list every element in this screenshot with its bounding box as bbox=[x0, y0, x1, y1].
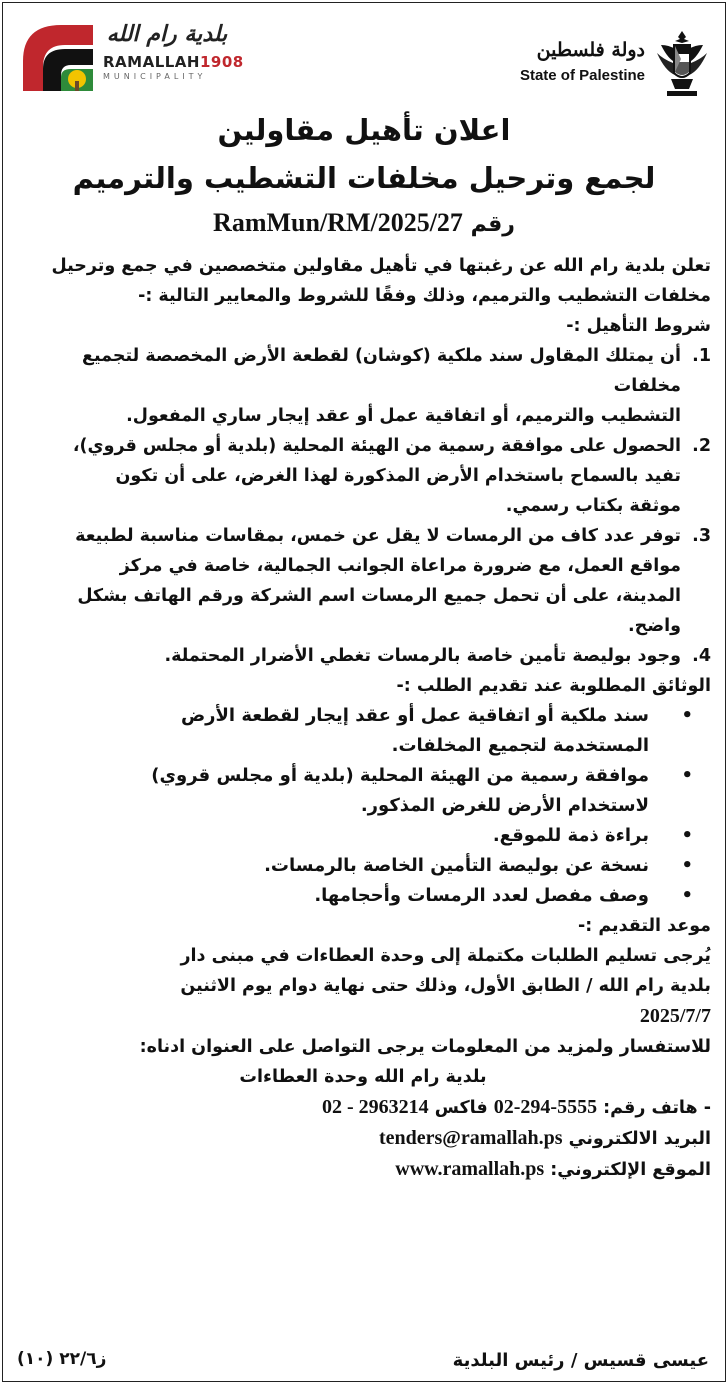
deadline-heading: موعد التقديم :- bbox=[577, 916, 711, 936]
document-item bbox=[15, 761, 711, 821]
fax-number: 02 - 2963214 bbox=[321, 1096, 429, 1118]
item-number: 1. bbox=[692, 346, 711, 366]
bullet-icon: • bbox=[681, 705, 693, 726]
state-texts bbox=[520, 39, 645, 84]
bullet-icon: • bbox=[681, 825, 693, 846]
document-item bbox=[15, 881, 711, 911]
announcement-page bbox=[2, 2, 726, 1382]
state-arabic-name: دولة فلسطين bbox=[536, 39, 645, 61]
item-line: التشطيب والترميم، أو اتفاقية عمل أو عقد إيجار ساري المفعول. bbox=[126, 406, 681, 426]
state-of-palestine-logo bbox=[501, 27, 711, 107]
bullet-icon: • bbox=[681, 885, 693, 906]
email-link[interactable]: tenders@ramallah.ps bbox=[378, 1127, 563, 1149]
document-line: نسخة عن بوليصة التأمين الخاصة بالرمسات. bbox=[264, 855, 649, 876]
item-line: أن يمتلك المقاول سند ملكية (كوشان) لقطعة الأرض المخصصة لتجميع مخلفات bbox=[82, 346, 681, 396]
item-number: 4. bbox=[692, 646, 711, 666]
phone-label: - هاتف رقم: bbox=[603, 1098, 711, 1118]
intro-line-2: مخلفات التشطيب والترميم، وذلك وفقًا للشروط والمعايير التالية :- bbox=[138, 286, 711, 306]
state-english-name: State of Palestine bbox=[519, 67, 645, 84]
document-item bbox=[15, 821, 711, 851]
signature: عيسى قسيس / رئيس البلدية bbox=[452, 1350, 709, 1371]
ramallah-municipality-logo bbox=[21, 21, 244, 101]
announcement-body bbox=[15, 251, 711, 1185]
item-line: الحصول على موافقة رسمية من الهيئة المحلية (بلدية أو مجلس قروي)، bbox=[72, 436, 681, 456]
qualification-item bbox=[15, 431, 711, 521]
bullet-icon: • bbox=[681, 855, 693, 876]
deadline-date-value: 2025/7/7 bbox=[639, 1005, 711, 1027]
contact-unit: بلدية رام الله وحدة العطاءات bbox=[239, 1067, 487, 1087]
document-item bbox=[15, 701, 711, 761]
document-line: موافقة رسمية من الهيئة المحلية (بلدية أو مجلس قروي) bbox=[151, 765, 649, 786]
publication-code: ز٢٢/٦ (١٠) bbox=[17, 1349, 107, 1369]
item-line: تفيد بالسماح باستخدام الأرض المذكورة لهذا الغرض، على أن تكون bbox=[115, 466, 681, 486]
deadline-line-1: يُرجى تسليم الطلبات مكتملة إلى وحدة العطاءات في مبنى دار bbox=[180, 946, 711, 966]
ramallah-name bbox=[103, 53, 244, 71]
ramallah-subtitle: MUNICIPALITY bbox=[103, 72, 207, 81]
header bbox=[13, 13, 715, 113]
qualification-item bbox=[15, 641, 711, 671]
document-item bbox=[15, 851, 711, 881]
documents-heading: الوثائق المطلوبة عند تقديم الطلب :- bbox=[396, 676, 711, 696]
contact-intro: للاستفسار ولمزيد من المعلومات يرجى التواصل على العنوان ادناه: bbox=[139, 1037, 711, 1057]
item-line: توفر عدد كاف من الرمسات لا يقل عن خمس، بمقاسات مناسبة لطبيعة bbox=[75, 526, 681, 546]
qualification-item bbox=[15, 521, 711, 641]
phone-number: 02-294-5555 bbox=[493, 1096, 598, 1118]
document-line: وصف مفصل لعدد الرمسات وأحجامها. bbox=[314, 885, 649, 906]
ramallah-logo-texts bbox=[103, 21, 244, 93]
ramallah-emblem-icon bbox=[21, 21, 95, 93]
item-line: مواقع العمل، مع ضرورة مراعاة الجوانب الجمالية، خاصة في مركز bbox=[119, 556, 681, 576]
item-number: 2. bbox=[692, 436, 711, 456]
document-line: سند ملكية أو اتفاقية عمل أو عقد إيجار لقطعة الأرض bbox=[180, 705, 649, 726]
ramallah-arabic-wordmark: بلدية رام الله bbox=[106, 21, 228, 47]
documents-list bbox=[15, 701, 711, 911]
intro-line-1: تعلن بلدية رام الله عن رغبتها في تأهيل مقاولين متخصصين في جمع وترحيل bbox=[51, 256, 711, 276]
qualification-list bbox=[15, 341, 711, 671]
qualification-item bbox=[15, 341, 711, 431]
contact-site-line bbox=[15, 1154, 711, 1185]
ramallah-year: 1908 bbox=[199, 53, 244, 71]
website-link[interactable]: www.ramallah.ps bbox=[395, 1158, 545, 1180]
deadline-line-2: بلدية رام الله / الطابق الأول، وذلك حتى نهاية دوام يوم الاثنين bbox=[180, 976, 711, 996]
qualification-heading: شروط التأهيل :- bbox=[566, 316, 711, 336]
bullet-icon: • bbox=[681, 765, 693, 786]
document-line: براءة ذمة للموقع. bbox=[492, 825, 649, 846]
reference-line bbox=[3, 208, 725, 238]
deadline-date bbox=[15, 1001, 711, 1032]
item-line: وجود بوليصة تأمين خاصة بالرمسات تغطي الأضرار المحتملة. bbox=[164, 646, 681, 666]
email-label: البريد الالكتروني bbox=[568, 1129, 711, 1149]
document-line: لاستخدام الأرض للغرض المذكور. bbox=[360, 795, 649, 816]
reference-label: رقم bbox=[470, 212, 515, 237]
contact-phone-line bbox=[15, 1092, 711, 1123]
contact-email-line bbox=[15, 1123, 711, 1154]
palestine-eagle-icon bbox=[653, 27, 711, 99]
fax-label: فاكس bbox=[434, 1098, 488, 1118]
item-line: موثقة بكتاب رسمي. bbox=[505, 496, 681, 516]
item-line: المدينة، على أن تحمل جميع الرمسات اسم الشركة ورقم الهاتف بشكل bbox=[77, 586, 681, 606]
ramallah-name-text: RAMALLAH bbox=[103, 53, 200, 71]
announcement-subtitle: لجمع وترحيل مخلفات التشطيب والترميم bbox=[72, 161, 656, 195]
announcement-title: اعلان تأهيل مقاولين bbox=[217, 113, 511, 147]
site-label: الموقع الإلكتروني: bbox=[550, 1160, 711, 1180]
item-line: واضح. bbox=[627, 616, 681, 636]
reference-number: RamMun/RM/2025/27 bbox=[213, 208, 463, 237]
document-line: المستخدمة لتجميع المخلفات. bbox=[391, 735, 649, 756]
item-number: 3. bbox=[692, 526, 711, 546]
